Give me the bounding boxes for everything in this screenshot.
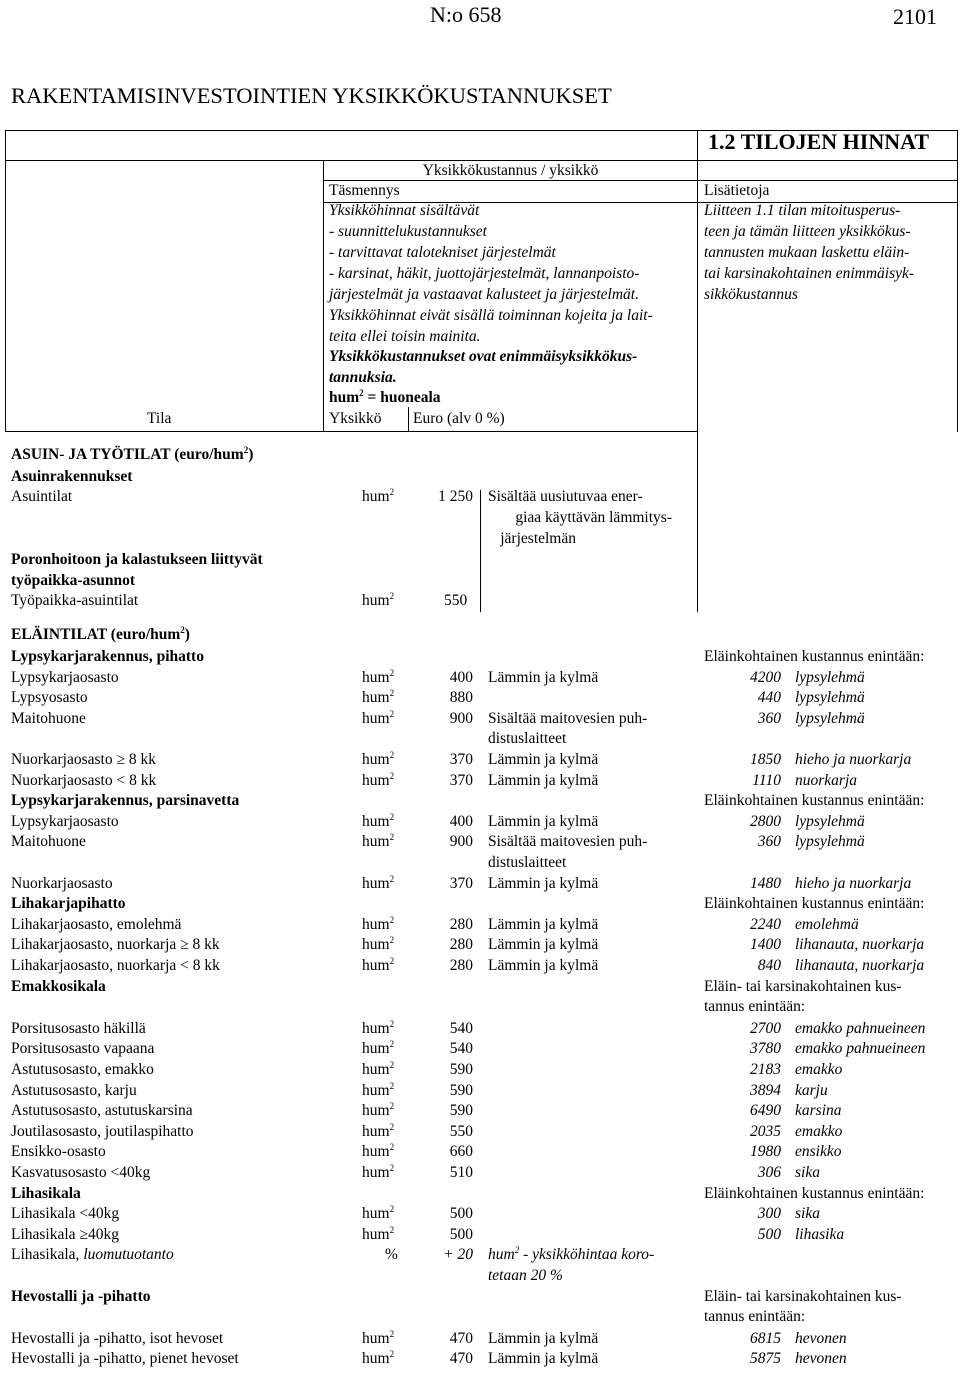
row-unit-sup: 2 (389, 668, 395, 678)
row-per-unit: nuorkarja (795, 772, 857, 789)
row-name-text: Nuorkarjaosasto ≥ 8 kk (11, 751, 156, 768)
row-name (11, 689, 88, 707)
row-note (488, 710, 647, 728)
tyopaikka-row-name: Työpaikka-asuintilat (11, 592, 139, 609)
row-name-text: Porsitusosasto häkillä (11, 1020, 146, 1037)
row-value: 510 (449, 1164, 473, 1181)
row-per-unit: karsina (795, 1102, 842, 1119)
row-unit (362, 1205, 394, 1223)
row-per-unit: hevonen (795, 1350, 847, 1367)
row-unit (362, 1226, 394, 1244)
asuin-row-note-3: järjestelmän (500, 530, 576, 547)
row-unit (362, 1350, 394, 1368)
row-note (488, 813, 598, 831)
group-heading: Emakkosikala (11, 978, 106, 995)
row-amount: 3780 (750, 1040, 781, 1057)
row-name (11, 1246, 174, 1264)
row-unit-text: hum (362, 1330, 390, 1347)
row-value: 900 (449, 710, 473, 727)
row-per-unit: lypsylehmä (795, 813, 865, 830)
info-header: Lisätietoja (704, 182, 770, 199)
spec-line: järjestelmät ja vastaavat kalusteet ja järjestelmät. (329, 286, 639, 303)
row-value: 470 (449, 1330, 473, 1347)
row-note-text: Lämmin ja kylmä (488, 875, 599, 892)
row-unit-text: hum (362, 916, 390, 933)
group-cost-label-2: tannus enintään: (704, 1308, 806, 1325)
row-note-text: Lämmin ja kylmä (488, 813, 599, 830)
row-unit-sup: 2 (389, 709, 395, 719)
group-heading: Lihasikala (11, 1185, 81, 1202)
row-unit-text: hum (362, 813, 390, 830)
row-name (11, 669, 119, 687)
row-name-text: Nuorkarjaosasto < 8 kk (11, 772, 157, 789)
unit-cost-header: Yksikkökustannus / yksikkö (422, 162, 599, 179)
row-unit-text: hum (362, 1123, 390, 1140)
row-name-text: Porsitusosasto vapaana (11, 1040, 155, 1057)
row-amount: 300 (757, 1205, 781, 1222)
row-unit-sup: 2 (389, 832, 395, 842)
row-unit-text: hum (362, 1143, 390, 1160)
row-note (488, 751, 598, 769)
asuin-row-value: 1 250 (438, 488, 473, 505)
row-amount: 2700 (750, 1020, 781, 1037)
row-unit (362, 772, 394, 790)
row-name-text: Lihakarjaosasto, nuorkarja < 8 kk (11, 957, 220, 974)
row-amount: 840 (757, 957, 781, 974)
row-amount: 500 (757, 1226, 781, 1243)
row-name (11, 916, 181, 934)
row-value: 370 (449, 772, 473, 789)
max-cost-note: tannuksia. (329, 369, 397, 386)
row-unit-sup: 2 (389, 1039, 395, 1049)
row-name (11, 710, 86, 728)
row-per-unit: sika (795, 1164, 820, 1181)
row-name (11, 936, 220, 954)
row-amount: 306 (757, 1164, 781, 1181)
row-note-text: Sisältää maitovesien puh- (488, 710, 648, 727)
row-note (488, 916, 598, 934)
row-note-rest: - yksikköhintaa koro- (519, 1246, 655, 1263)
group-cost-label: Eläinkohtainen kustannus enintään: (704, 792, 925, 809)
page-title: RAKENTAMISINVESTOINTIEN YKSIKKÖKUSTANNUKSET (11, 83, 612, 108)
column-unit: Yksikkö (329, 410, 382, 427)
row-per-unit: lypsylehmä (795, 710, 865, 727)
row-amount: 1850 (750, 751, 781, 768)
row-name-text: Astutusosasto, karju (11, 1082, 137, 1099)
info-line: teen ja tämän liitteen yksikkökus- (704, 223, 911, 240)
row-unit (362, 875, 394, 893)
elain-heading: ELÄINTILAT (euro/hum$^2$) (11, 625, 190, 643)
row-per-unit: hevonen (795, 1330, 847, 1347)
row-per-unit: lihasika (795, 1226, 845, 1243)
row-name-text: Hevostalli ja -pihatto, pienet hevoset (11, 1350, 239, 1367)
group-cost-label: Eläinkohtainen kustannus enintään: (704, 895, 925, 912)
asuin-row-note-1: Sisältää uusiutuvaa ener- (488, 488, 643, 505)
info-line: sikkökustannus (704, 286, 798, 303)
row-per-unit: sika (795, 1205, 820, 1222)
row-unit-sup: 2 (389, 1101, 395, 1111)
row-value: 370 (449, 751, 473, 768)
row-name-text: Lihakarjaosasto, emolehmä (11, 916, 182, 933)
row-note (488, 936, 598, 954)
row-value: 880 (449, 689, 473, 706)
row-note-text: Lämmin ja kylmä (488, 669, 599, 686)
row-amount: 6490 (750, 1102, 781, 1119)
row-name-text: Lihasikala <40kg (11, 1205, 120, 1222)
row-note-text: Lämmin ja kylmä (488, 916, 599, 933)
row-note-text: Lämmin ja kylmä (488, 957, 599, 974)
row-name-text: Lihasikala ≥40kg (11, 1226, 119, 1243)
row-amount: 6815 (750, 1330, 781, 1347)
row-amount: 5875 (750, 1350, 781, 1367)
row-value: 550 (449, 1123, 473, 1140)
row-per-unit: lypsylehmä (795, 689, 865, 706)
row-per-unit: ensikko (795, 1143, 842, 1160)
group-cost-label: Eläinkohtainen kustannus enintään: (704, 1185, 925, 1202)
asuin-row-name: Asuintilat (11, 488, 73, 505)
row-per-unit: lypsylehmä (795, 669, 865, 686)
row-per-unit: emakko pahnueineen (795, 1040, 926, 1057)
row-note-text: Lämmin ja kylmä (488, 751, 599, 768)
row-unit (362, 1164, 394, 1182)
group-heading: Lypsykarjarakennus, parsinavetta (11, 792, 240, 809)
row-value: 500 (449, 1205, 473, 1222)
row-note (488, 1330, 598, 1348)
column-tila: Tila (147, 410, 172, 427)
row-unit-text: hum (362, 751, 390, 768)
row-value: 590 (449, 1102, 473, 1119)
row-unit-sup: 2 (389, 688, 395, 698)
section-title: 1.2 TILOJEN HINNAT (708, 129, 930, 154)
row-unit-text: hum (362, 936, 390, 953)
row-unit (362, 669, 394, 687)
row-name (11, 1082, 137, 1100)
max-cost-note: Yksikkökustannukset ovat enimmäisyksikkökus- (329, 348, 638, 365)
row-name (11, 1330, 223, 1348)
row-note-2: tetaan 20 % (488, 1267, 563, 1284)
group-cost-label: Eläin- tai karsinakohtainen kus- (704, 978, 902, 995)
asuin-row-note-2: giaa käyttävän lämmitys- (515, 509, 672, 526)
row-name (11, 1020, 146, 1038)
row-note-sup: 2 (514, 1245, 520, 1255)
row-value: 280 (449, 916, 473, 933)
group-cost-label: Eläin- tai karsinakohtainen kus- (704, 1288, 902, 1305)
row-unit-text: hum (362, 957, 390, 974)
row-unit-text: hum (362, 1061, 390, 1078)
row-name (11, 1164, 150, 1182)
row-name-text: Lypsyosasto (11, 689, 88, 706)
row-name (11, 1061, 154, 1079)
row-value: 280 (449, 936, 473, 953)
row-note (488, 772, 598, 790)
row-per-unit: lihanauta, nuorkarja (795, 957, 925, 974)
row-unit-sup: 2 (389, 1081, 395, 1091)
row-note (488, 669, 598, 687)
row-name (11, 875, 113, 893)
row-unit (362, 1143, 394, 1161)
row-unit-sup: 2 (389, 771, 395, 781)
tyopaikka-row-unit: hum$^2$ (362, 591, 395, 609)
row-amount: 2240 (750, 916, 781, 933)
hum-definition: hum$^2$ = huoneala (329, 388, 441, 406)
row-unit-text: hum (362, 1102, 390, 1119)
row-unit-sup: 2 (389, 1204, 395, 1214)
row-unit-text: hum (362, 710, 390, 727)
row-unit-sup: 2 (389, 1349, 395, 1359)
row-unit (362, 1061, 394, 1079)
spec-line: teita ellei toisin mainita. (329, 328, 481, 345)
row-unit-sup: 2 (389, 935, 395, 945)
row-unit-text: hum (362, 772, 390, 789)
row-name-text: Astutusosasto, emakko (11, 1061, 154, 1078)
row-unit-sup: 2 (389, 874, 395, 884)
row-name-text: Maitohuone (11, 710, 86, 727)
row-unit (362, 751, 394, 769)
row-note-text: Lämmin ja kylmä (488, 1330, 599, 1347)
row-name (11, 1350, 239, 1368)
asuin-subheading-2a: Poronhoitoon ja kalastukseen liittyvät (11, 551, 263, 568)
asuin-row-unit: hum$^2$ (362, 487, 395, 505)
row-amount: 360 (757, 710, 781, 727)
row-unit-sup: 2 (389, 915, 395, 925)
row-note-text: Lämmin ja kylmä (488, 1350, 599, 1367)
row-per-unit: hieho ja nuorkarja (795, 751, 912, 768)
row-unit (362, 936, 394, 954)
row-name-text: Joutilasosasto, joutilaspihatto (11, 1123, 194, 1140)
row-unit (362, 957, 394, 975)
row-unit (362, 1020, 394, 1038)
info-line: tannusten mukaan laskettu eläin- (704, 244, 910, 261)
row-amount: 440 (757, 689, 781, 706)
row-name-text: Kasvatusosasto <40kg (11, 1164, 151, 1181)
spec-line: Yksikköhinnat sisältävät (329, 202, 480, 219)
document-number: N:o 658 (430, 2, 502, 27)
row-amount: 1480 (750, 875, 781, 892)
row-note (488, 1350, 598, 1368)
row-amount: 2035 (750, 1123, 781, 1140)
row-unit-sup: 2 (389, 1060, 395, 1070)
row-name-text: Lihasikala, (11, 1246, 84, 1263)
row-unit (362, 916, 394, 934)
row-per-unit: emakko (795, 1061, 843, 1078)
row-unit (362, 689, 394, 707)
page-number: 2101 (893, 4, 937, 29)
row-unit-text: hum (362, 1082, 390, 1099)
row-name-text: Maitohuone (11, 833, 86, 850)
row-value: 400 (449, 669, 473, 686)
row-name-text: Hevostalli ja -pihatto, isot hevoset (11, 1330, 224, 1347)
row-name (11, 957, 220, 975)
row-note (488, 1246, 654, 1264)
spec-line: - karsinat, häkit, juottojärjestelmät, lannanpoisto- (329, 265, 640, 282)
row-name-text: Astutusosasto, astutuskarsina (11, 1102, 193, 1119)
row-unit-sup: 2 (389, 1329, 395, 1339)
row-unit (385, 1246, 398, 1264)
row-unit-text: hum (362, 1205, 390, 1222)
row-per-unit: emakko pahnueineen (795, 1020, 926, 1037)
row-name (11, 1205, 119, 1223)
tyopaikka-row-value: 550 (444, 592, 468, 609)
row-unit-sup: 2 (389, 1019, 395, 1029)
row-amount: 2800 (750, 813, 781, 830)
row-unit-text: hum (362, 1164, 390, 1181)
row-name-text: Lypsykarjaosasto (11, 813, 119, 830)
row-unit-text: hum (362, 1020, 390, 1037)
row-unit-text: hum (362, 1040, 390, 1057)
row-name (11, 1123, 194, 1141)
row-unit-sup: 2 (389, 750, 395, 760)
row-value: 590 (449, 1061, 473, 1078)
row-unit-text: % (385, 1246, 398, 1263)
row-value: + 20 (443, 1246, 473, 1263)
row-unit-text: hum (362, 689, 390, 706)
row-name (11, 833, 86, 851)
row-unit-sup: 2 (389, 1225, 395, 1235)
row-unit-text: hum (362, 1350, 390, 1367)
row-unit-text: hum (362, 1226, 390, 1243)
row-value: 590 (449, 1082, 473, 1099)
row-per-unit: lihanauta, nuorkarja (795, 936, 925, 953)
row-value: 400 (449, 813, 473, 830)
row-note (488, 833, 647, 851)
row-unit-sup: 2 (389, 1122, 395, 1132)
spec-line: - suunnittelukustannukset (329, 223, 487, 240)
row-per-unit: hieho ja nuorkarja (795, 875, 912, 892)
row-name (11, 1102, 193, 1120)
row-unit (362, 1123, 394, 1141)
row-name-text: Lihakarjaosasto, nuorkarja ≥ 8 kk (11, 936, 220, 953)
row-value: 540 (449, 1040, 473, 1057)
row-name (11, 751, 156, 769)
row-value: 370 (449, 875, 473, 892)
row-value: 540 (449, 1020, 473, 1037)
row-name-italic: luomutuotanto (83, 1246, 174, 1263)
row-per-unit: lypsylehmä (795, 833, 865, 850)
row-name (11, 813, 119, 831)
row-note-text: Lämmin ja kylmä (488, 936, 599, 953)
row-unit (362, 1330, 394, 1348)
row-amount: 4200 (750, 669, 781, 686)
row-note-2: distuslaitteet (488, 854, 567, 871)
row-note-2: distuslaitteet (488, 730, 567, 747)
row-unit (362, 813, 394, 831)
row-amount: 3894 (750, 1082, 781, 1099)
spec-line: - tarvittavat talotekniset järjestelmät (329, 244, 556, 261)
row-name (11, 772, 156, 790)
asuin-subheading-2b: työpaikka-asunnot (11, 572, 136, 589)
row-note-text: hum (488, 1246, 515, 1263)
row-per-unit: emakko (795, 1123, 843, 1140)
row-per-unit: karju (795, 1082, 828, 1099)
column-euro: Euro (alv 0 %) (413, 410, 505, 427)
group-heading: Lihakarjapihatto (11, 895, 126, 912)
row-unit-sup: 2 (389, 812, 395, 822)
row-name-text: Ensikko-osasto (11, 1143, 106, 1160)
row-note-text: Lämmin ja kylmä (488, 772, 599, 789)
row-unit (362, 1102, 394, 1120)
asuin-subheading: Asuinrakennukset (11, 468, 133, 485)
row-unit-text: hum (362, 669, 390, 686)
row-note (488, 875, 598, 893)
row-amount: 2183 (750, 1061, 781, 1078)
info-line: tai karsinakohtainen enimmäisyk- (704, 265, 915, 282)
row-unit (362, 1082, 394, 1100)
row-unit-text: hum (362, 833, 390, 850)
row-value: 660 (449, 1143, 473, 1160)
row-unit-text: hum (362, 875, 390, 892)
row-value: 500 (449, 1226, 473, 1243)
row-unit (362, 833, 394, 851)
row-unit (362, 710, 394, 728)
row-amount: 1110 (752, 772, 781, 789)
spec-line: Yksikköhinnat eivät sisällä toiminnan kojeita ja lait- (329, 307, 653, 324)
row-unit-sup: 2 (389, 1142, 395, 1152)
row-unit (362, 1040, 394, 1058)
row-amount: 1980 (750, 1143, 781, 1160)
row-value: 280 (449, 957, 473, 974)
info-line: Liitteen 1.1 tilan mitoitusperus- (704, 202, 901, 219)
spec-header: Täsmennys (329, 182, 400, 199)
row-name-text: Lypsykarjaosasto (11, 669, 119, 686)
row-amount: 360 (757, 833, 781, 850)
row-amount: 1400 (750, 936, 781, 953)
group-heading: Lypsykarjarakennus, pihatto (11, 648, 204, 665)
row-value: 470 (449, 1350, 473, 1367)
row-name-text: Nuorkarjaosasto (11, 875, 113, 892)
row-name (11, 1226, 119, 1244)
row-unit-sup: 2 (389, 1163, 395, 1173)
row-name (11, 1040, 154, 1058)
row-unit-sup: 2 (389, 956, 395, 966)
asuin-heading: ASUIN- JA TYÖTILAT (euro/hum$^2$) (11, 445, 254, 463)
row-per-unit: emolehmä (795, 916, 859, 933)
group-heading: Hevostalli ja -pihatto (11, 1288, 151, 1305)
group-cost-label: Eläinkohtainen kustannus enintään: (704, 648, 925, 665)
row-note (488, 957, 598, 975)
group-cost-label-2: tannus enintään: (704, 998, 806, 1015)
row-note-text: Sisältää maitovesien puh- (488, 833, 648, 850)
row-name (11, 1143, 106, 1161)
row-value: 900 (449, 833, 473, 850)
